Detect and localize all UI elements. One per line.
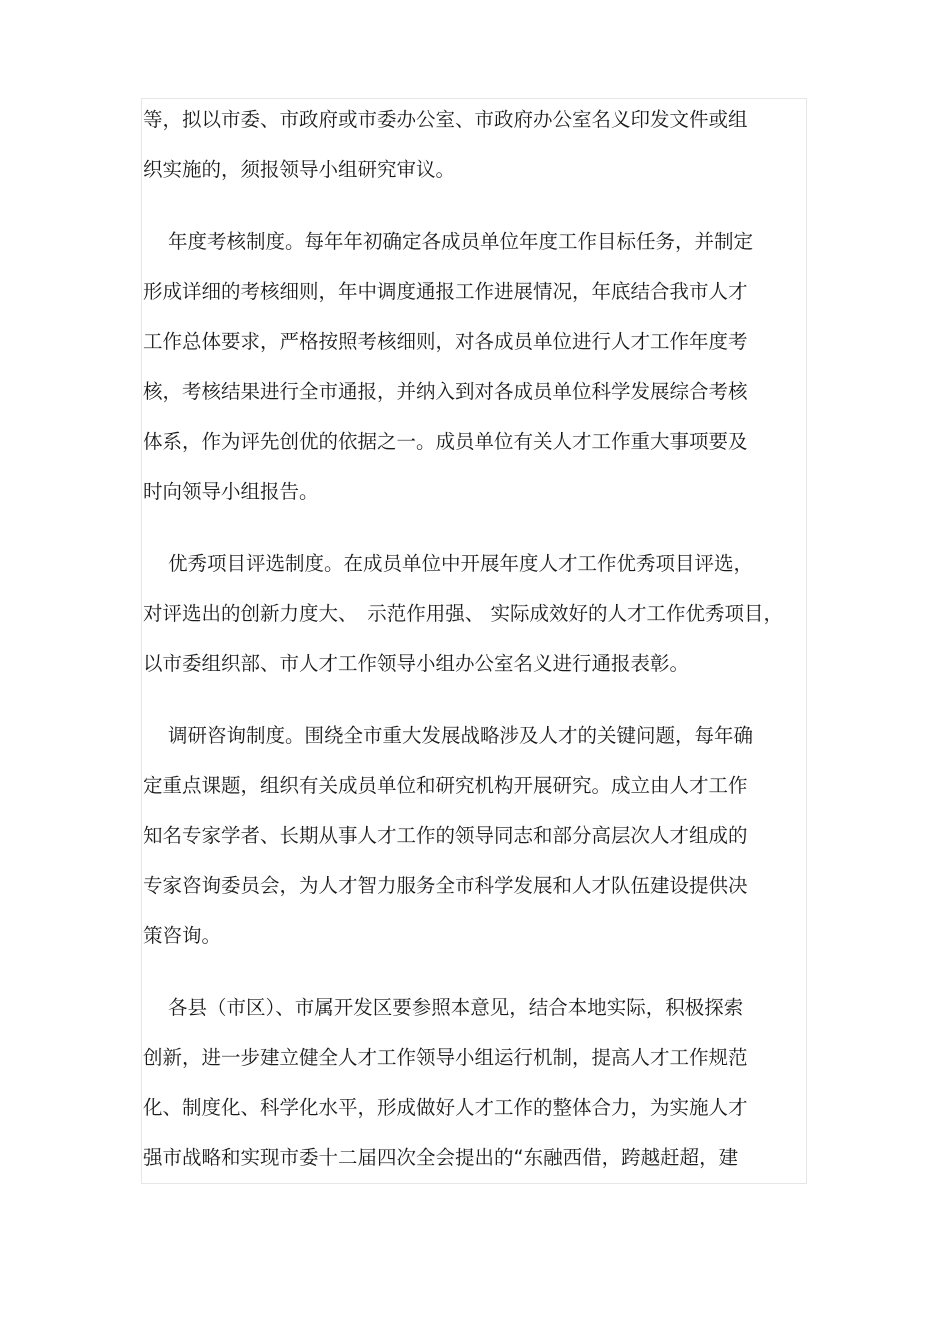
page-frame xyxy=(141,98,807,1184)
paragraph-4-line-2: 定重点课题，组织有关成员单位和研究机构开展研究。成立由人才工作 xyxy=(143,774,748,797)
paragraph-4-line-3: 知名专家学者、长期从事人才工作的领导同志和部分高层次人才组成的 xyxy=(143,824,748,847)
paragraph-4-line-4: 专家咨询委员会，为人才智力服务全市科学发展和人才队伍建设提供决 xyxy=(143,874,748,897)
paragraph-2-line-4: 核，考核结果进行全市通报，并纳入到对各成员单位科学发展综合考核 xyxy=(143,380,748,403)
paragraph-2-line-3: 工作总体要求，严格按照考核细则，对各成员单位进行人才工作年度考 xyxy=(143,330,748,353)
paragraph-3-line-1: 优秀项目评选制度。在成员单位中开展年度人才工作优秀项目评选， xyxy=(168,552,754,575)
paragraph-5-line-2: 创新，进一步建立健全人才工作领导小组运行机制，提高人才工作规范 xyxy=(143,1046,748,1069)
paragraph-1-line-2: 织实施的，须报领导小组研究审议。 xyxy=(143,158,456,181)
paragraph-4-line-1: 调研咨询制度。围绕全市重大发展战略涉及人才的关键问题，每年确 xyxy=(168,724,754,747)
paragraph-2-line-1: 年度考核制度。每年年初确定各成员单位年度工作目标任务，并制定 xyxy=(168,230,754,253)
paragraph-3-line-2: 对评选出的创新力度大、 示范作用强、 实际成效好的人才工作优秀项目， xyxy=(143,602,783,625)
paragraph-5-line-1: 各县（市区）、市属开发区要参照本意见，结合本地实际，积极探索 xyxy=(168,996,744,1019)
paragraph-1-line-1: 等，拟以市委、市政府或市委办公室、市政府办公室名义印发文件或组 xyxy=(143,108,748,131)
paragraph-2-line-5: 体系，作为评先创优的依据之一。成员单位有关人才工作重大事项要及 xyxy=(143,430,748,453)
paragraph-2-line-6: 时向领导小组报告。 xyxy=(143,480,319,503)
paragraph-4-line-5: 策咨询。 xyxy=(143,924,222,947)
paragraph-2-line-2: 形成详细的考核细则，年中调度通报工作进展情况，年底结合我市人才 xyxy=(143,280,748,303)
paragraph-5-line-4: 强市战略和实现市委十二届四次全会提出的“东融西借，跨越赶超，建 xyxy=(143,1146,739,1169)
paragraph-5-line-3: 化、制度化、科学化水平，形成做好人才工作的整体合力，为实施人才 xyxy=(143,1096,748,1119)
paragraph-3-line-3: 以市委组织部、市人才工作领导小组办公室名义进行通报表彰。 xyxy=(143,652,690,675)
